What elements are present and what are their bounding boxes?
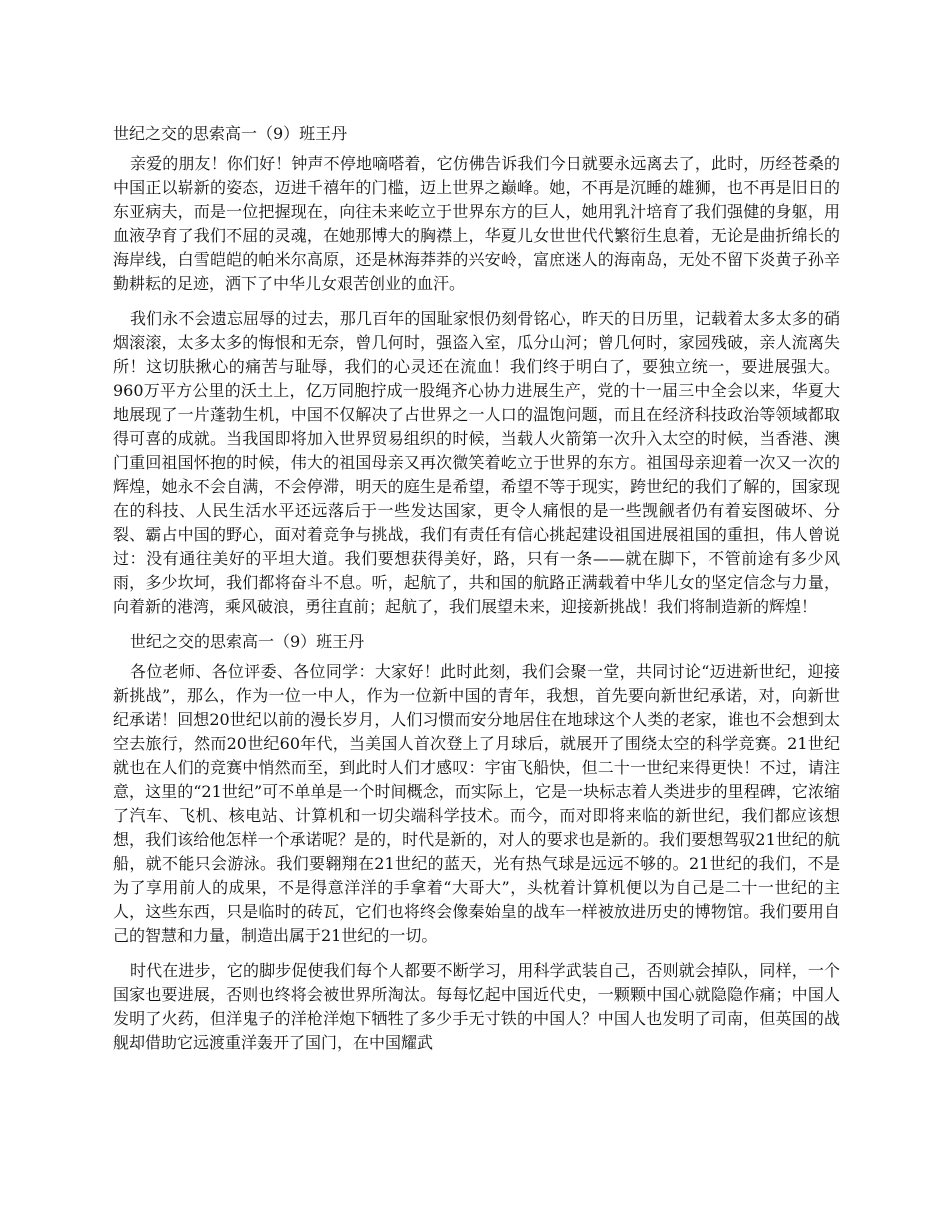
paragraph: 我们永不会遗忘屈辱的过去，那几百年的国耻家恨仍刻骨铭心，昨天的日历里，记载着太多太多的硝烟滚滚，太多太多的悔恨和无奈，曾几何时，强盗入室，瓜分山河；曾几何时，家园残破，亲人流离失所！这切肤揪心的痛苦与耻辱，我们的心灵还在流血！我们终于明白了，要独立统一，要进展强大。960万平方公里的沃土上，亿万同胞拧成一股绳齐心协力进展生产，党的十一届三中全会以来，华夏大地展现了一片蓬勃生机，中国不仅解决了占世界之一人口的温饱问题，而且在经济科技政治等领域都取得可喜的成就。当我国即将加入世界贸易组织的时候，当载人火箭第一次升入太空的时候，当香港、澳门重回祖国怀抱的时候，伟大的祖国母亲又再次微笑着屹立于世界的东方。祖国母亲迎着一次又一次的辉煌，她永不会自满，不会停滞，明天的庭生是希望，希望不等于现实，跨世纪的我们了解的，国家现在的科技、人民生活水平还远落后于一些发达国家，更令人痛恨的是一些觊觎者仍有着妄图破坏、分裂、霸占中国的野心，面对着竞争与挑战，我们有责任有信心挑起建设祖国进展祖国的重担，伟人曾说过：没有通往美好的平坦大道。我们要想获得美好，路，只有一条——就在脚下，不管前途有多少风雨，多少坎坷，我们都将奋斗不息。听，起航了，共和国的航路正满载着中华儿女的坚定信念与力量，向着新的港湾，乘风破浪，勇往直前；起航了，我们展望未来，迎接新挑战！我们将制造新的辉煌！: [113, 309, 840, 616]
document-title: 世纪之交的思索高一（9）班王丹: [113, 124, 348, 143]
paragraph: 各位老师、各位评委、各位同学：大家好！此时此刻，我们会聚一堂，共同讨论“迈进新世纪，迎接新挑战”，那么，作为一位一中人，作为一位新中国的青年，我想，首先要向新世纪承诺，对，向新世纪承诺！回想20世纪以前的漫长岁月，人们习惯而安分地居住在地球这个人类的老家，谁也不会想到太空去旅行，然而20世纪60年代，当美国人首次登上了月球后，就展开了围绕太空的科学竞赛。21世纪就也在人们的竞赛中悄然而至，到此时人们才感叹：宇宙飞船快，但二十一世纪来得更快！不过，请注意，这里的“21世纪”可不单单是一个时间概念，而实际上，它是一块标志着人类进步的里程碑，它浓缩了汽车、飞机、核电站、计算机和一切尖端科学技术。而今，而对即将来临的新世纪，我们都应该想想，我们该给他怎样一个承诺呢？是的，时代是新的，对人的要求也是新的。我们要想驾驭21世纪的航船，就不能只会游泳。我们要翱翔在21世纪的蓝天，光有热气球是远远不够的。21世纪的我们，不是为了享用前人的成果，不是得意洋洋的手拿着“大哥大”，头枕着计算机便以为自己是二十一世纪的主人，这些东西，只是临时的砖瓦，它们也将终会像秦始皇的战车一样被放进历史的博物馆。我们要用自己的智慧和力量，制造出属于21世纪的一切。: [113, 662, 840, 945]
document-page: [113, 122, 840, 1066]
paragraph: 亲爱的朋友！你们好！钟声不停地嘀嗒着，它仿佛告诉我们今日就要永远离去了，此时，历经苍桑的中国正以崭新的姿态，迈进千禧年的门槛，迈上世界之巅峰。她，不再是沉睡的雄狮，也不再是旧日的东亚病夫，而是一位把握现在，向往未来屹立于世界东方的巨人，她用乳汁培育了我们强健的身躯，用血液孕育了我们不屈的灵魂，在她那博大的胸襟上，华夏儿女世世代代繁衍生息着，无论是曲折绵长的海岸线，白雪皑皑的帕米尔高原，还是林海莽莽的兴安岭，富庶迷人的海南岛，无处不留下炎黄子孙辛勤耕耘的足迹，洒下了中华儿女艰苦创业的血汗。: [113, 154, 840, 293]
paragraph: 时代在进步，它的脚步促使我们每个人都要不断学习，用科学武装自己，否则就会掉队，同样，一个国家也要进展，否则也终将会被世界所淘汰。每每忆起中国近代史，一颗颗中国心就隐隐作痛；中国人发明了火药，但洋鬼子的洋枪洋炮下牺牲了多少手无寸铁的中国人？中国人也发明了司南，但英国的战舰却借助它远渡重洋轰开了国门，在中国耀武: [113, 961, 840, 1052]
section-title: 世纪之交的思索高一（9）班王丹: [130, 632, 365, 651]
